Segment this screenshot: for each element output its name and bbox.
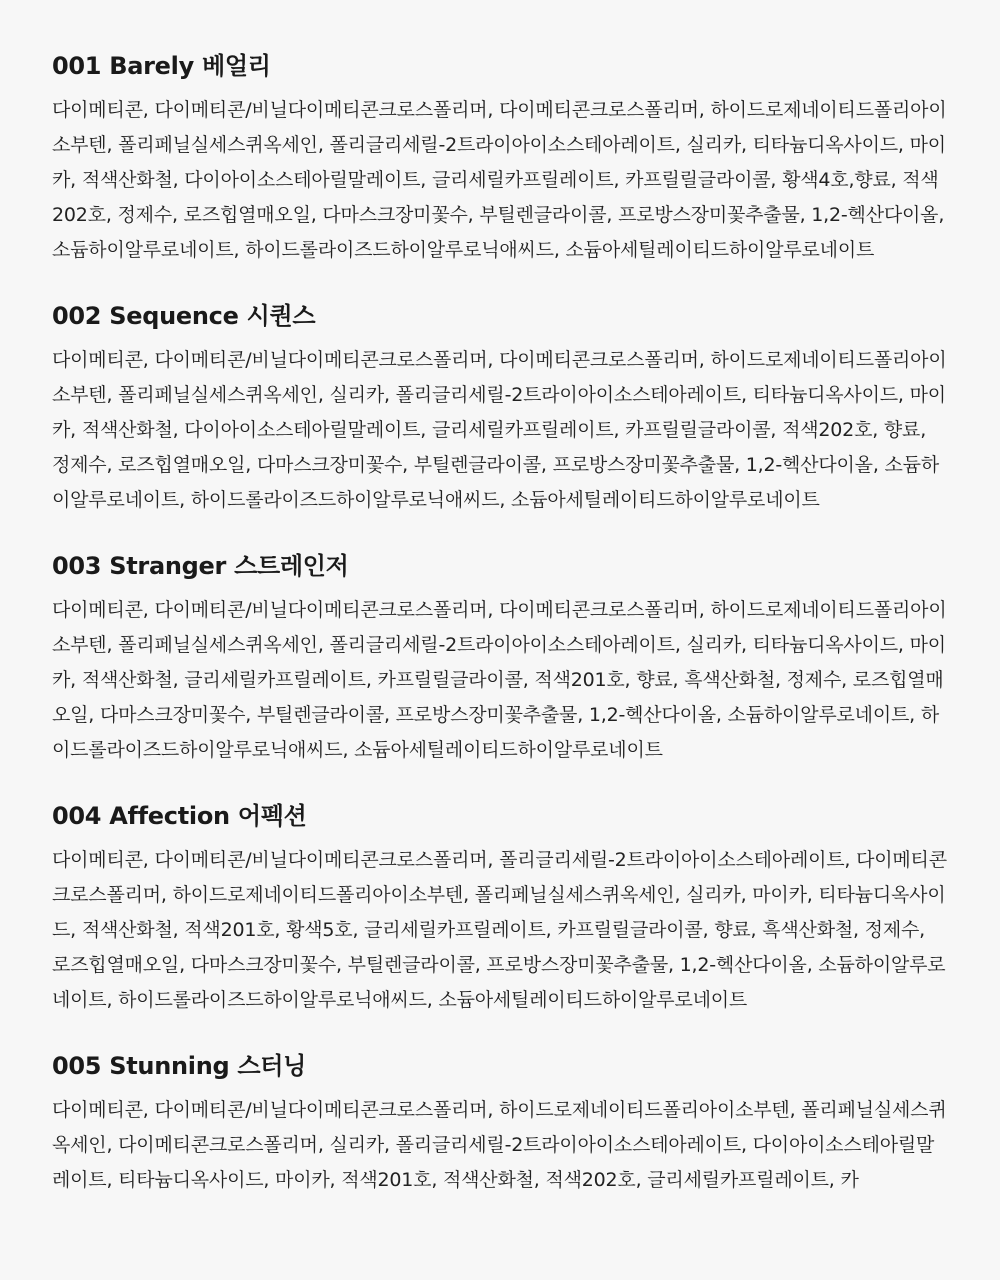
product-005 xyxy=(52,1048,948,1198)
product-title: 004 Affection 어펙션 xyxy=(52,802,307,830)
product-001 xyxy=(52,48,948,268)
product-title: 002 Sequence 시퀀스 xyxy=(52,302,316,330)
product-ingredients: 다이메티콘, 다이메티콘/비닐다이메티콘크로스폴리머, 다이메티콘크로스폴리머, 하이드로제네이티드폴리아이소부텐, 폴리페닐실세스퀴옥세인, 폴리글리세릴-2트라이아이소스테아레이트, 실리카, 티타늄디옥사이드, 마이카, 적색산화철, 다이아이소스테아릴말레이트, 글리세릴카프릴레이트, 카프릴릴글라이콜, 황색4호,향료, 적색202호, 정제수, 로즈힙열매오일, 다마스크장미꽃수, 부틸렌글라이콜, 프로방스장미꽃추출물, 1,2-헥산다이올, 소듐하이알루로네이트, 하이드롤라이즈드하이알루로닉애씨드, 소듐아세틸레이티드하이알루로네이트 xyxy=(52,99,947,261)
product-002 xyxy=(52,298,948,518)
product-ingredients: 다이메티콘, 다이메티콘/비닐다이메티콘크로스폴리머, 다이메티콘크로스폴리머, 하이드로제네이티드폴리아이소부텐, 폴리페닐실세스퀴옥세인, 폴리글리세릴-2트라이아이소스테아레이트, 실리카, 티타늄디옥사이드, 마이카, 적색산화철, 글리세릴카프릴레이트, 카프릴릴글라이콜, 적색201호, 향료, 흑색산화철, 정제수, 로즈힙열매오일, 다마스크장미꽃수, 부틸렌글라이콜, 프로방스장미꽃추출물, 1,2-헥산다이올, 소듐하이알루로네이트, 하이드롤라이즈드하이알루로닉애씨드, 소듐아세틸레이티드하이알루로네이트 xyxy=(52,599,947,761)
product-ingredients: 다이메티콘, 다이메티콘/비닐다이메티콘크로스폴리머, 다이메티콘크로스폴리머, 하이드로제네이티드폴리아이소부텐, 폴리페닐실세스퀴옥세인, 실리카, 폴리글리세릴-2트라이아이소스테아레이트, 티타늄디옥사이드, 마이카, 적색산화철, 다이아이소스테아릴말레이트, 글리세릴카프릴레이트, 카프릴릴글라이콜, 적색202호, 향료, 정제수, 로즈힙열매오일, 다마스크장미꽃수, 부틸렌글라이콜, 프로방스장미꽃추출물, 1,2-헥산다이올, 소듐하이알루로네이트, 하이드롤라이즈드하이알루로닉애씨드, 소듐아세틸레이티드하이알루로네이트 xyxy=(52,349,947,511)
product-title: 003 Stranger 스트레인저 xyxy=(52,552,349,580)
product-ingredients: 다이메티콘, 다이메티콘/비닐다이메티콘크로스폴리머, 폴리글리세릴-2트라이아이소스테아레이트, 다이메티콘크로스폴리머, 하이드로제네이티드폴리아이소부텐, 폴리페닐실세스퀴옥세인, 실리카, 마이카, 티타늄디옥사이드, 적색산화철, 적색201호, 황색5호, 글리세릴카프릴레이트, 카프릴릴글라이콜, 향료, 흑색산화철, 정제수, 로즈힙열매오일, 다마스크장미꽃수, 부틸렌글라이콜, 프로방스장미꽃추출물, 1,2-헥산다이올, 소듐하이알루로네이트, 하이드롤라이즈드하이알루로닉애씨드, 소듐아세틸레이티드하이알루로네이트 xyxy=(52,849,947,1011)
product-003 xyxy=(52,548,948,768)
product-004 xyxy=(52,798,948,1018)
product-ingredients: 다이메티콘, 다이메티콘/비닐다이메티콘크로스폴리머, 하이드로제네이티드폴리아이소부텐, 폴리페닐실세스퀴옥세인, 다이메티콘크로스폴리머, 실리카, 폴리글리세릴-2트라이아이소스테아레이트, 다이아이소스테아릴말레이트, 티타늄디옥사이드, 마이카, 적색201호, 적색산화철, 적색202호, 글리세릴카프릴레이트, 카 xyxy=(52,1099,947,1191)
product-title: 005 Stunning 스터닝 xyxy=(52,1052,307,1080)
product-title: 001 Barely 베얼리 xyxy=(52,52,271,80)
